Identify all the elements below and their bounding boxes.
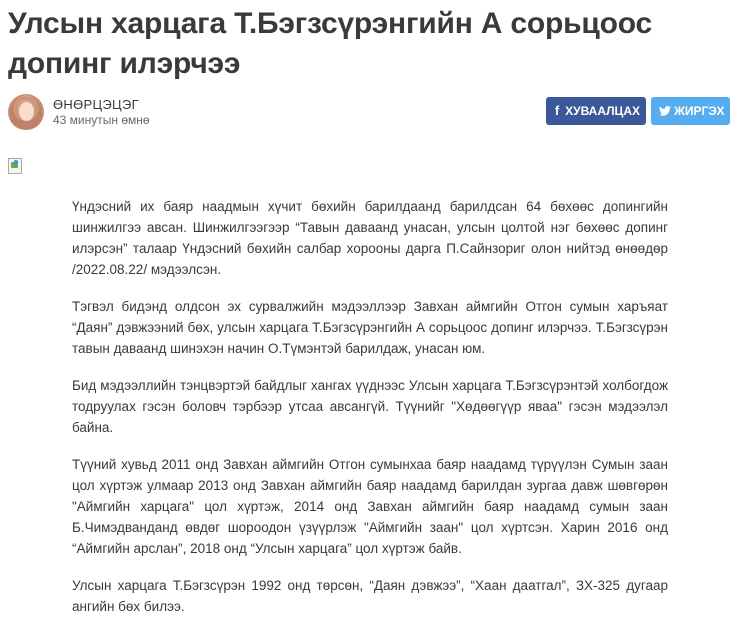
facebook-icon: f	[554, 103, 560, 118]
paragraph: Улсын харцага Т.Бэгзсүрэн 1992 онд төрсөн, “Даян дэвжээ”, “Хаан даатгал”, ЗХ-325 дугаар ангийн бөх билээ.	[72, 578, 668, 614]
author-avatar[interactable]	[8, 94, 44, 130]
facebook-share-label: ХУВААЛЦАХ	[565, 104, 640, 118]
paragraph: Бид мэдээллийн тэнцвэртэй байдлыг хангах үүднээс Улсын харцага Т.Бэгзсүрэнтэй холбогдож тодруулах гэсэн боловч тэрбээр утсаа авсангүй. Түүнийг "Хөдөөгүүр яваа" гэсэн мэдээлэл байна.	[72, 378, 668, 435]
author-name[interactable]: ӨНӨРЦЭЦЭГ	[53, 97, 139, 112]
paragraph: Түүний хувьд 2011 онд Завхан аймгийн Отгон сумынхаа баяр наадамд түрүүлэн Сумын заан цол хүртэж улмаар 2013 онд Завхан аймгийн баяр наадамд барилдан зургаа давж шөвгөрөн "Аймгийн харцага" цол хүртэж, 2014 онд Завхан аймгийн баяр наадамд сумын заан Б.Чимэдванданд өвдөг шороодон үзүүрлэж "Аймгийн заан" цол хүртсэн. Харин 2016 онд “Аймгийн арслан”, 2018 онд “Улсын харцага” цол хүртэж байв.	[72, 457, 668, 556]
twitter-share-label: ЖИРГЭХ	[674, 104, 725, 118]
broken-image-icon	[8, 158, 22, 174]
twitter-share-button[interactable]	[651, 97, 730, 125]
twitter-icon	[659, 106, 669, 116]
post-time: 43 минутын өмнө	[53, 113, 150, 127]
article-title: Улсын харцага Т.Бэгзсүрэнгийн А сорьцоос допинг илэрчээ	[8, 7, 652, 80]
paragraph: Үндэсний их баяр наадмын хүчит бөхийн барилдаанд барилдсан 64 бөхөөс допингийн шинжилгээ авсан. Шинжилгээгээр “Тавын даваанд унасан, улсын цолтой нэг бөхөөс допинг илэрсэн” талаар Үндэсний бөхийн салбар хорооны дарга П.Сайнзориг олон нийтэд өнөөдөр /2022.08.22/ мэдээлсэн.	[72, 199, 668, 277]
facebook-share-button[interactable]	[546, 97, 646, 125]
author-row	[8, 94, 730, 130]
paragraph: Тэгвэл бидэнд олдсон эх сурвалжийн мэдээллээр Завхан аймгийн Отгон сумын харъяат “Даян” дэвжээний бөх, улсын харцага Т.Бэгзсүрэнгийн А сорьцоос допинг илэрчээ. Т.Бэгзсүрэн тавын даваанд шинэхэн начин О.Түмэнтэй барилдаж, унасан юм.	[72, 299, 668, 356]
avatar-face	[19, 102, 34, 121]
article-body	[72, 196, 668, 633]
